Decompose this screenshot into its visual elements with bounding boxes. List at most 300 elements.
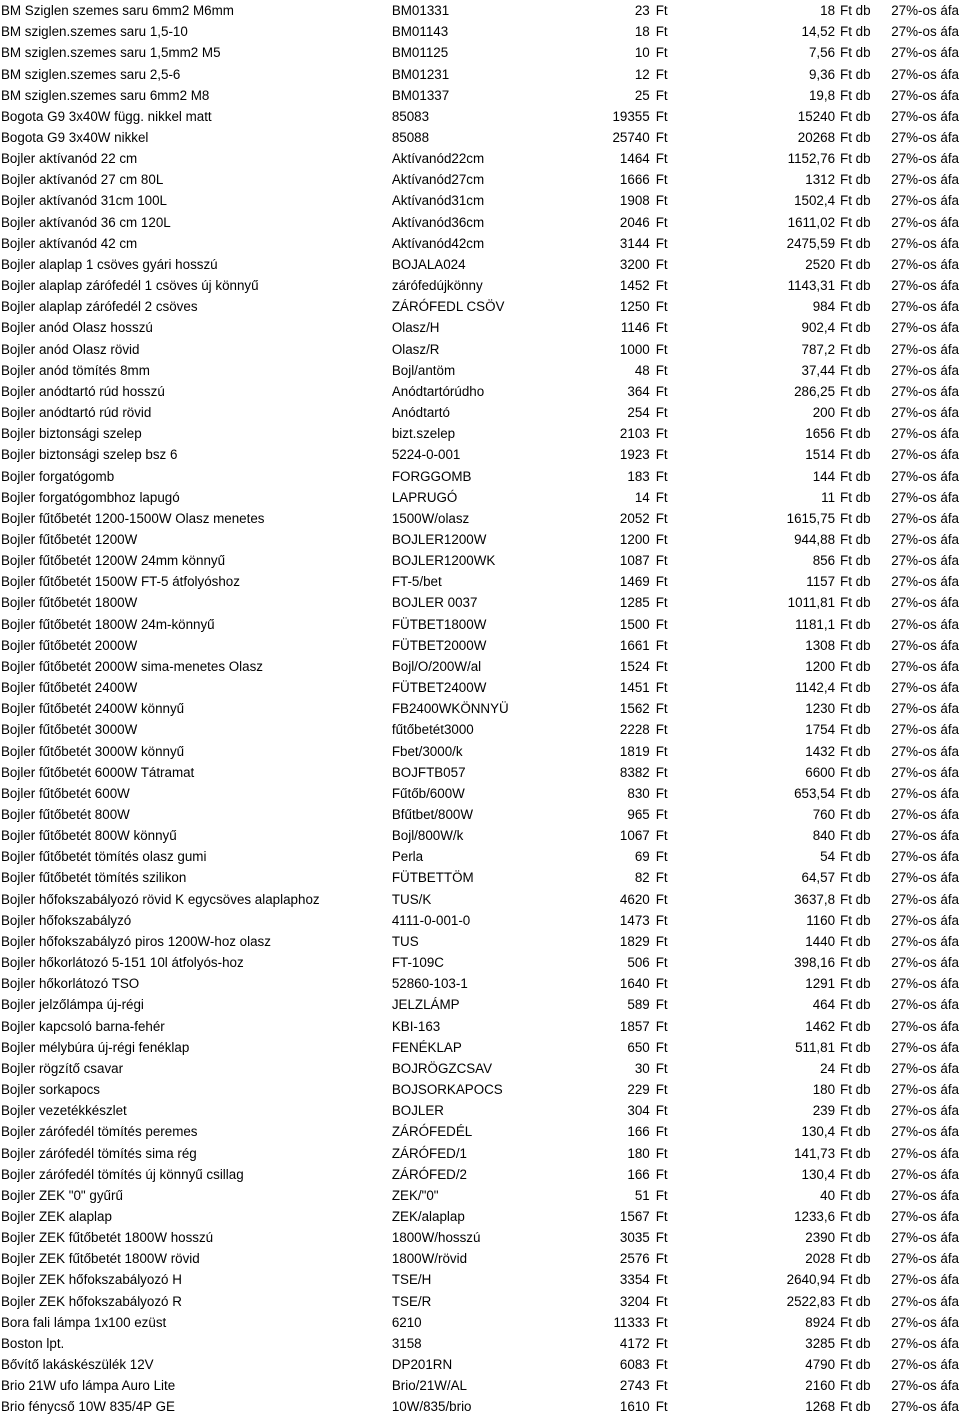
vat-rate: 27%-os áfa [891,807,959,823]
table-row [0,719,960,740]
net-price: 18 [820,3,836,19]
table-row [0,317,960,338]
gross-currency: Ft [655,891,668,907]
gross-currency: Ft [655,1314,668,1330]
vat-rate: 27%-os áfa [891,66,959,82]
net-unit: Ft db [840,383,871,399]
vat-rate: 27%-os áfa [891,658,959,674]
net-price: 64,57 [801,870,836,886]
net-unit: Ft db [840,130,871,146]
table-row [0,1291,960,1312]
gross-currency: Ft [655,1145,668,1161]
gross-currency: Ft [655,658,668,674]
product-name: Bojler anód Olasz rövid [1,341,140,357]
product-code: ZEK/alaplap [391,1208,465,1224]
net-price: 1656 [805,426,836,442]
product-code: 6210 [391,1314,422,1330]
vat-rate: 27%-os áfa [891,1378,959,1394]
net-unit: Ft db [840,574,871,590]
vat-rate: 27%-os áfa [891,489,959,505]
net-price: 1615,75 [786,510,836,526]
product-code: Perla [391,849,424,865]
vat-rate: 27%-os áfa [891,574,959,590]
vat-rate: 27%-os áfa [891,341,959,357]
product-name: BM sziglen.szemes saru 2,5-6 [1,66,181,82]
product-name: Bojler hőfokszabályozó rövid K egycsöves alaplaphoz [1,891,320,907]
product-name: Bojler rögzítő csavar [1,1060,124,1076]
vat-rate: 27%-os áfa [891,616,959,632]
product-name: Bojler fűtőbetét 2400W könnyű [1,701,185,717]
net-price: 239 [812,1103,836,1119]
net-unit: Ft db [840,1208,871,1224]
gross-currency: Ft [655,489,668,505]
product-code: BOJLER 0037 [391,595,478,611]
gross-price: 23 [634,3,650,19]
gross-currency: Ft [655,87,668,103]
vat-rate: 27%-os áfa [891,891,959,907]
gross-currency: Ft [655,807,668,823]
net-unit: Ft db [840,1378,871,1394]
gross-currency: Ft [655,1251,668,1267]
vat-rate: 27%-os áfa [891,1357,959,1373]
vat-rate: 27%-os áfa [891,1166,959,1182]
product-code: KBI-163 [391,1018,441,1034]
product-code: 10W/835/brio [391,1399,472,1415]
product-name: Bojler hőfokszabályzó [1,912,132,928]
net-unit: Ft db [840,66,871,82]
net-price: 2640,94 [786,1272,836,1288]
product-code: FENÉKLAP [391,1039,462,1055]
vat-rate: 27%-os áfa [891,722,959,738]
product-name: Bogota G9 3x40W függ. nikkel matt [1,108,212,124]
table-row [0,21,960,42]
net-unit: Ft db [840,1187,871,1203]
product-code: LAPRUGÓ [391,489,458,505]
gross-price: 1000 [619,341,650,357]
gross-price: 1452 [619,278,650,294]
vat-rate: 27%-os áfa [891,362,959,378]
gross-currency: Ft [655,1166,668,1182]
gross-currency: Ft [655,701,668,717]
gross-price: 1857 [619,1018,650,1034]
net-price: 1143,31 [787,278,836,294]
vat-rate: 27%-os áfa [891,468,959,484]
product-code: Olasz/R [391,341,440,357]
table-row [0,233,960,254]
gross-currency: Ft [655,1208,668,1224]
table-row [0,698,960,719]
product-name: Bojler anódtartó rúd hosszú [1,383,165,399]
net-unit: Ft db [840,616,871,632]
table-row [0,423,960,444]
product-name: Bojler alaplap zárófedél 1 csöves új könnyű [1,278,259,294]
gross-currency: Ft [655,468,668,484]
product-code: Olasz/H [391,320,440,336]
vat-rate: 27%-os áfa [891,426,959,442]
net-price: 2028 [805,1251,836,1267]
gross-price: 1908 [619,193,650,209]
net-unit: Ft db [840,320,871,336]
vat-rate: 27%-os áfa [891,1039,959,1055]
gross-currency: Ft [655,1018,668,1034]
gross-price: 10 [634,45,650,61]
net-unit: Ft db [840,489,871,505]
table-row [0,42,960,63]
gross-price: 364 [627,383,650,399]
gross-currency: Ft [655,299,668,315]
product-name: Bojler fűtőbetét 3000W [1,722,138,738]
gross-price: 1200 [619,531,650,547]
net-price: 856 [812,553,836,569]
product-code: Aktívanód31cm [391,193,485,209]
product-name: Bojler forgatógombhoz lapugó [1,489,180,505]
gross-currency: Ft [655,320,668,336]
gross-currency: Ft [655,1378,668,1394]
gross-price: 1067 [619,828,650,844]
table-row [0,550,960,571]
net-unit: Ft db [840,553,871,569]
product-name: Bojler fűtőbetét 2000W [1,637,138,653]
net-price: 1754 [805,722,836,738]
table-row [0,994,960,1015]
net-price: 1233,6 [794,1208,836,1224]
net-price: 1011,81 [787,595,836,611]
vat-rate: 27%-os áfa [891,870,959,886]
product-code: Aktívanód42cm [391,235,485,251]
net-unit: Ft db [840,637,871,653]
gross-price: 4172 [619,1335,650,1351]
net-price: 20268 [797,130,836,146]
table-row [0,106,960,127]
gross-price: 1469 [619,574,650,590]
product-code: ZÁRÓFEDL CSÖV [391,299,505,315]
product-code: BM01331 [391,3,450,19]
product-name: Bojler aktívanód 22 cm [1,151,138,167]
net-price: 54 [820,849,836,865]
table-row [0,1121,960,1142]
table-row [0,1248,960,1269]
net-price: 144 [812,468,836,484]
net-price: 200 [812,405,836,421]
net-price: 944,88 [794,531,836,547]
gross-price: 2046 [619,214,650,230]
product-code: BOJFTB057 [391,764,466,780]
net-price: 3285 [805,1335,836,1351]
net-unit: Ft db [840,3,871,19]
net-unit: Ft db [840,24,871,40]
product-code: 52860-103-1 [391,976,468,992]
vat-rate: 27%-os áfa [891,1145,959,1161]
gross-price: 1661 [619,637,650,653]
gross-currency: Ft [655,151,668,167]
net-unit: Ft db [840,1230,871,1246]
table-row [0,571,960,592]
vat-rate: 27%-os áfa [891,24,959,40]
table-row [0,1100,960,1121]
table-row [0,677,960,698]
table-row [0,1354,960,1375]
net-price: 1312 [805,172,836,188]
net-unit: Ft db [840,1145,871,1161]
product-code: TUS/K [391,891,432,907]
net-unit: Ft db [840,1251,871,1267]
product-name: Bojler zárófedél tömítés sima rég [1,1145,197,1161]
product-name: Bojler fűtőbetét tömítés szilikon [1,870,187,886]
gross-currency: Ft [655,1187,668,1203]
gross-currency: Ft [655,214,668,230]
net-price: 37,44 [801,362,836,378]
table-row [0,360,960,381]
product-code: Bojl/antöm [391,362,456,378]
net-unit: Ft db [840,151,871,167]
net-unit: Ft db [840,362,871,378]
net-price: 1142,4 [795,680,836,696]
net-unit: Ft db [840,1314,871,1330]
product-code: BOJLER1200W [391,531,487,547]
gross-price: 1473 [619,912,650,928]
gross-currency: Ft [655,447,668,463]
product-name: BM Sziglen szemes saru 6mm2 M6mm [1,3,234,19]
table-row [0,63,960,84]
vat-rate: 27%-os áfa [891,235,959,251]
gross-currency: Ft [655,193,668,209]
gross-price: 1829 [619,933,650,949]
product-name: Bojler fűtőbetét tömítés olasz gumi [1,849,207,865]
gross-price: 14 [634,489,650,505]
net-price: 1230 [805,701,836,717]
net-unit: Ft db [840,743,871,759]
net-unit: Ft db [840,468,871,484]
vat-rate: 27%-os áfa [891,383,959,399]
gross-price: 2103 [619,426,650,442]
product-name: Bojler fűtőbetét 1200W 24mm könnyű [1,553,226,569]
gross-price: 1610 [619,1399,650,1415]
net-price: 7,56 [808,45,836,61]
product-name: BM sziglen.szemes saru 1,5mm2 M5 [1,45,221,61]
table-row [0,614,960,635]
net-price: 130,4 [801,1166,836,1182]
net-unit: Ft db [840,45,871,61]
gross-price: 830 [627,785,650,801]
product-name: Bojler vezetékkészlet [1,1103,127,1119]
gross-price: 1146 [620,320,650,336]
product-code: Anódtartó [391,405,450,421]
vat-rate: 27%-os áfa [891,997,959,1013]
table-row [0,592,960,613]
product-name: Bojler ZEK fűtőbetét 1800W hosszú [1,1230,214,1246]
table-row [0,169,960,190]
product-code: Bojl/800W/k [391,828,464,844]
gross-price: 1500 [619,616,650,632]
table-row [0,804,960,825]
gross-currency: Ft [655,278,668,294]
net-unit: Ft db [840,531,871,547]
product-code: ZEK/"0" [391,1187,439,1203]
gross-currency: Ft [655,616,668,632]
gross-price: 18 [634,24,650,40]
product-code: FORGGOMB [391,468,472,484]
product-code: 3158 [391,1335,422,1351]
net-price: 2390 [805,1230,836,1246]
gross-currency: Ft [655,1082,668,1098]
gross-price: 1524 [619,658,650,674]
product-code: TSE/R [391,1293,432,1309]
product-code: BOJLER [391,1103,444,1119]
gross-currency: Ft [655,362,668,378]
product-code: FT-5/bet [391,574,442,590]
net-price: 1514 [805,447,836,463]
gross-currency: Ft [655,764,668,780]
gross-currency: Ft [655,828,668,844]
net-price: 24 [820,1060,836,1076]
product-name: Bojler fűtőbetét 2400W [1,680,138,696]
gross-currency: Ft [655,933,668,949]
gross-currency: Ft [655,976,668,992]
table-row [0,0,960,21]
gross-price: 69 [634,849,650,865]
gross-price: 3204 [619,1293,650,1309]
product-name: Bojler fűtőbetét 600W [1,785,130,801]
product-code: FT-109C [391,955,444,971]
net-unit: Ft db [840,341,871,357]
net-price: 8924 [805,1314,836,1330]
table-row [0,867,960,888]
product-name: BM sziglen.szemes saru 1,5-10 [1,24,188,40]
product-code: Brio/21W/AL [391,1378,468,1394]
gross-price: 2052 [619,510,650,526]
product-name: Bojler anód Olasz hosszú [1,320,153,336]
product-name: Bojler aktívanód 36 cm 120L [1,214,171,230]
table-row [0,1206,960,1227]
net-price: 1502,4 [794,193,836,209]
gross-currency: Ft [655,1293,668,1309]
net-unit: Ft db [840,1103,871,1119]
net-unit: Ft db [840,108,871,124]
net-price: 9,36 [808,66,836,82]
table-row [0,825,960,846]
gross-price: 180 [627,1145,650,1161]
product-name: Brio 21W ufo lámpa Auro Lite [1,1378,176,1394]
net-unit: Ft db [840,278,871,294]
product-name: Bojler aktívanód 27 cm 80L [1,172,164,188]
net-unit: Ft db [840,1018,871,1034]
product-code: ZÁRÓFEDÉL [391,1124,473,1140]
net-unit: Ft db [840,1060,871,1076]
net-price: 2520 [805,256,836,272]
product-name: Bojler ZEK hőfokszabályozó R [1,1293,182,1309]
gross-currency: Ft [655,1039,668,1055]
table-row [0,952,960,973]
product-name: Bora fali lámpa 1x100 ezüst [1,1314,167,1330]
vat-rate: 27%-os áfa [891,785,959,801]
gross-price: 3354 [619,1272,650,1288]
product-name: Bojler forgatógomb [1,468,115,484]
table-row [0,508,960,529]
table-row [0,1079,960,1100]
net-unit: Ft db [840,701,871,717]
product-name: Bojler biztonsági szelep bsz 6 [1,447,178,463]
gross-price: 2576 [619,1251,650,1267]
gross-currency: Ft [655,108,668,124]
net-price: 398,16 [794,955,836,971]
product-name: Bojler alaplap 1 csöves gyári hosszú [1,256,218,272]
table-row [0,1016,960,1037]
vat-rate: 27%-os áfa [891,130,959,146]
product-code: BM01337 [391,87,450,103]
net-unit: Ft db [840,299,871,315]
vat-rate: 27%-os áfa [891,1187,959,1203]
vat-rate: 27%-os áfa [891,680,959,696]
gross-currency: Ft [655,722,668,738]
table-row [0,931,960,952]
table-row [0,656,960,677]
vat-rate: 27%-os áfa [891,1335,959,1351]
net-price: 653,54 [794,785,836,801]
product-name: Bojler aktívanód 31cm 100L [1,193,167,209]
net-unit: Ft db [840,976,871,992]
product-code: FÜTBET2400W [391,680,487,696]
vat-rate: 27%-os áfa [891,764,959,780]
product-name: Bojler fűtőbetét 800W könnyű [1,828,177,844]
vat-rate: 27%-os áfa [891,510,959,526]
table-row [0,1227,960,1248]
gross-currency: Ft [655,66,668,82]
net-unit: Ft db [840,658,871,674]
product-code: TUS [391,933,419,949]
net-unit: Ft db [840,1272,871,1288]
net-unit: Ft db [840,828,871,844]
vat-rate: 27%-os áfa [891,45,959,61]
gross-price: 1640 [619,976,650,992]
gross-price: 8382 [619,764,650,780]
product-name: Bojler fűtőbetét 800W [1,807,130,823]
vat-rate: 27%-os áfa [891,828,959,844]
gross-currency: Ft [655,383,668,399]
gross-currency: Ft [655,45,668,61]
vat-rate: 27%-os áfa [891,278,959,294]
table-row [0,254,960,275]
gross-price: 1567 [619,1208,650,1224]
product-name: Bojler fűtőbetét 6000W Tátramat [1,764,195,780]
gross-currency: Ft [655,256,668,272]
gross-currency: Ft [655,172,668,188]
net-price: 2522,83 [786,1293,836,1309]
table-row [0,465,960,486]
gross-price: 4620 [619,891,650,907]
net-price: 1432 [805,743,836,759]
product-code: Aktívanód27cm [391,172,485,188]
product-name: Bojler biztonsági szelep [1,426,142,442]
gross-price: 19355 [612,108,650,124]
net-unit: Ft db [840,426,871,442]
net-unit: Ft db [840,807,871,823]
product-code: Fbet/3000/k [391,743,463,759]
product-name: Bojler fűtőbetét 1800W [1,595,138,611]
gross-currency: Ft [655,955,668,971]
net-unit: Ft db [840,1082,871,1098]
vat-rate: 27%-os áfa [891,151,959,167]
vat-rate: 27%-os áfa [891,933,959,949]
vat-rate: 27%-os áfa [891,172,959,188]
net-unit: Ft db [840,1039,871,1055]
product-name: Brio fénycső 10W 835/4P GE [1,1399,175,1415]
table-row [0,275,960,296]
net-price: 464 [812,997,836,1013]
vat-rate: 27%-os áfa [891,637,959,653]
net-price: 787,2 [801,341,836,357]
table-row [0,910,960,931]
net-price: 11 [821,489,836,505]
